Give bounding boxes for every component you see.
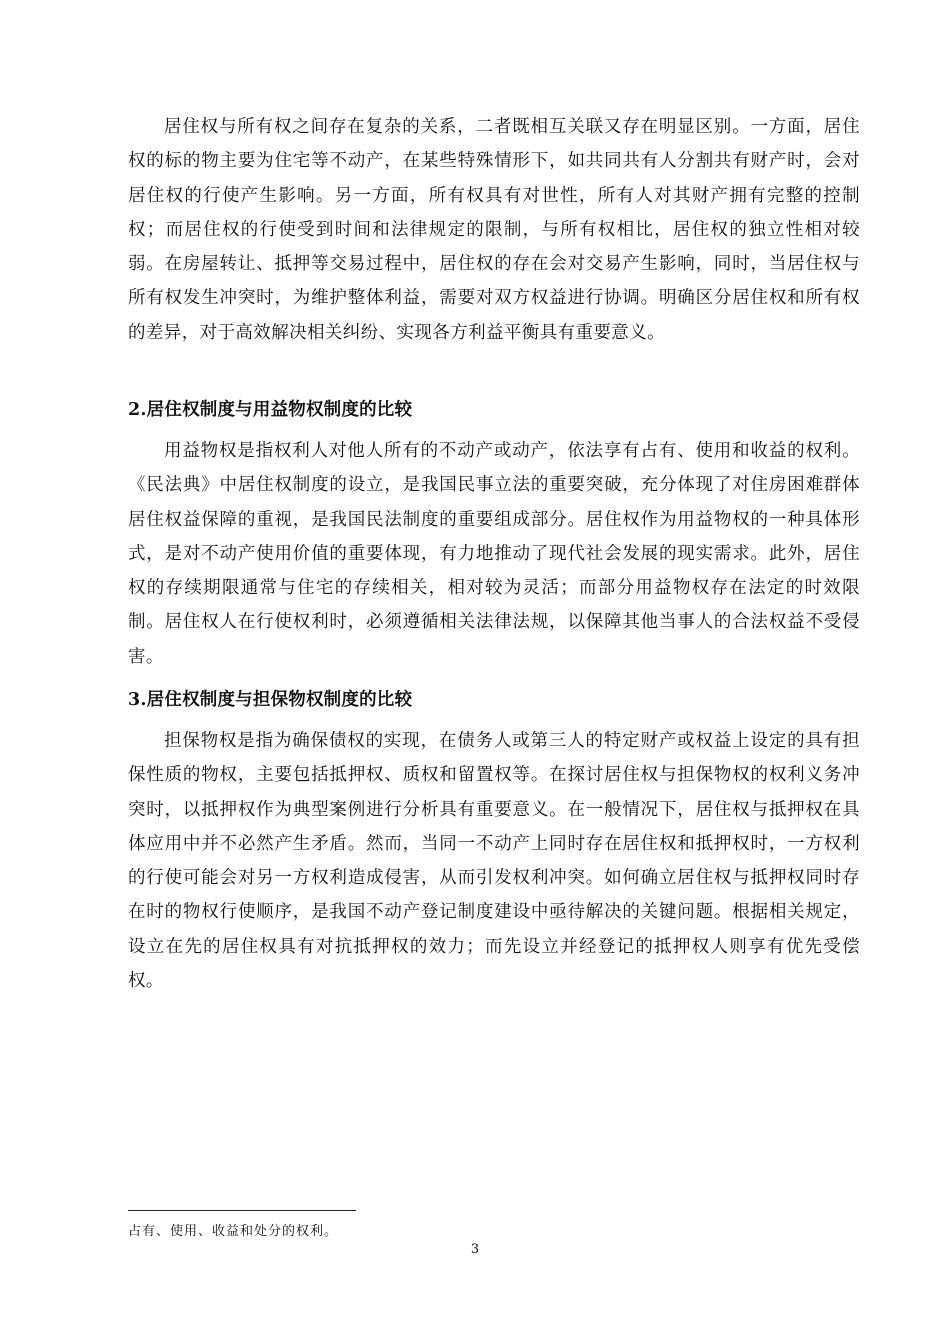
section-heading-security-comparison: 3.居住权制度与担保物权制度的比较 [128, 690, 413, 710]
paragraph-security-interest: 担保物权是指为确保债权的实现，在债务人或第三人的特定财产或权益上设定的具有担保性质的物权，主要包括抵押权、质权和留置权等。在探讨居住权与担保物权的权利义务冲突时，以抵押权作为典型案例进行分析具有重要意义。在一般情况下，居住权与抵押权在具体应用中并不必然产生矛盾。然而，当同一不动产上同时存在居住权和抵押权时，一方权利的行使可能会对另一方权利造成侵害，从而引发权利冲突。如何确立居住权与抵押权同时存在时的物权行使顺序，是我国不动产登记制度建设中亟待解决的关键问题。根据相关规定，设立在先的居住权具有对抗抵押权的效力；而先设立并经登记的抵押权人则享有优先受偿权。 [128, 731, 860, 992]
paragraph-ownership-relation: 居住权与所有权之间存在复杂的关系，二者既相互关联又存在明显区别。一方面，居住权的标的物主要为住宅等不动产，在某些特殊情形下，如共同共有人分割共有财产时，会对居住权的行使产生影响。另一方面，所有权具有对世性，所有人对其财产拥有完整的控制权；而居住权的行使受到时间和法律规定的限制，与所有权相比，居住权的独立性相对较弱。在房屋转让、抵押等交易过程中，居住权的存在会对交易产生影响，同时，当居住权与所有权发生冲突时，为维护整体利益，需要对双方权益进行协调。明确区分居住权和所有权的差异，对于高效解决相关纠纷、实现各方利益平衡具有重要意义。 [128, 117, 860, 343]
section-heading-usufruct-comparison: 2.居住权制度与用益物权制度的比较 [128, 400, 413, 420]
paragraph-usufruct: 用益物权是指权利人对他人所有的不动产或动产，依法享有占有、使用和收益的权利。《民法典》中居住权制度的设立，是我国民事立法的重要突破，充分体现了对住房困难群体居住权益保障的重视，是我国民法制度的重要组成部分。居住权作为用益物权的一种具体形式，是对不动产使用价值的重要体现，有力地推动了现代社会发展的现实需求。此外，居住权的存续期限通常与住宅的存续相关，相对较为灵活；而部分用益物权存在法定的时效限制。居住权人在行使权利时，必须遵循相关法律法规，以保障其他当事人的合法权益不受侵害。 [128, 441, 860, 667]
page-number: 3 [470, 1242, 480, 1257]
footnote-divider [128, 1210, 356, 1211]
footnote-text: 占有、使用、收益和处分的权利。 [128, 1224, 339, 1239]
